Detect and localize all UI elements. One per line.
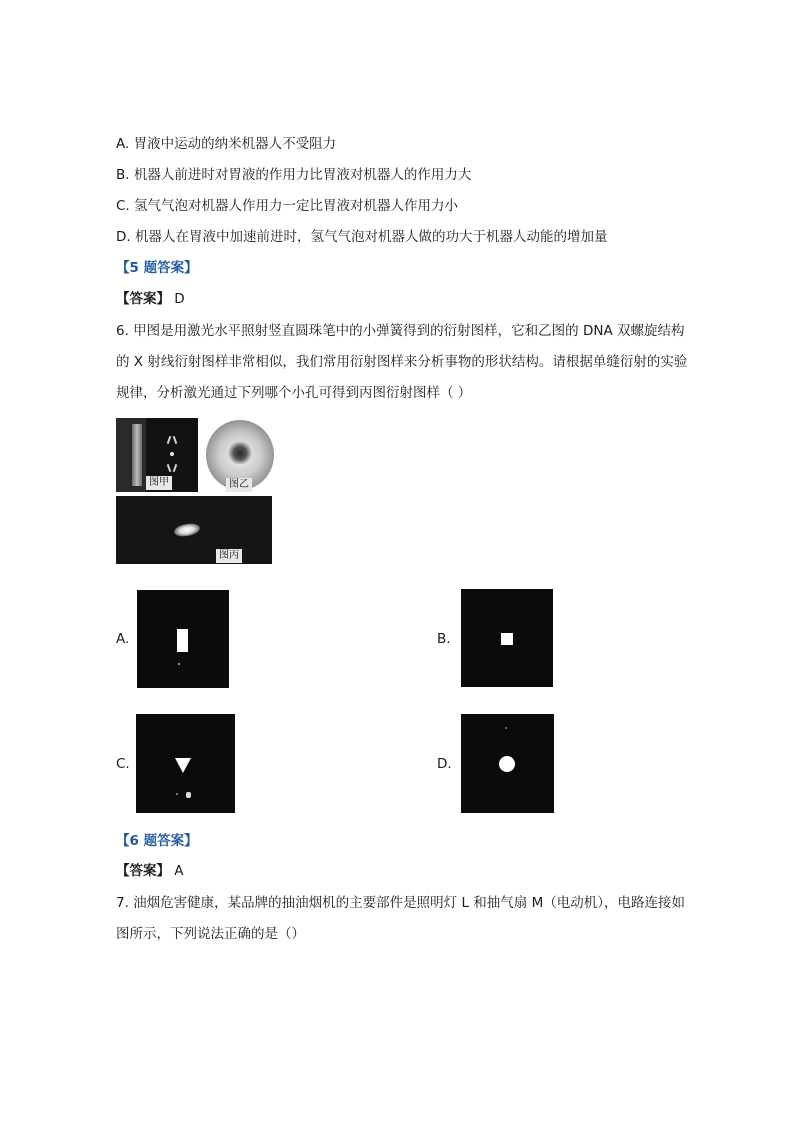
q6-stem-line-3: 规律，分析激光通过下列哪个小孔可得到丙图衍射图样（ ） bbox=[116, 385, 472, 401]
q6-answer-value: A bbox=[174, 863, 184, 879]
circle-hole-shape bbox=[499, 756, 515, 772]
q6-option-b-aperture bbox=[461, 589, 553, 687]
q6-option-b-label: B. bbox=[437, 631, 451, 647]
q5-answer-tag: 【5 题答案】 bbox=[116, 260, 198, 276]
square-hole-shape bbox=[501, 633, 513, 645]
q6-option-d-label: D. bbox=[437, 756, 452, 772]
answer-key-label: 【答案】 bbox=[116, 863, 170, 879]
q6-stem-line-2: 的 X 射线衍射图样非常相似，我们常用衍射图样来分析事物的形状结构。请根据单缝衍射的实验 bbox=[116, 354, 688, 370]
triangle-hole-shape bbox=[175, 758, 191, 773]
answer-key-label: 【答案】 bbox=[116, 291, 170, 307]
figure-bing bbox=[116, 496, 272, 564]
q5-option-d: D. 机器人在胃液中加速前进时，氢气气泡对机器人做的功大于机器人动能的增加量 bbox=[116, 229, 608, 245]
q6-option-a-aperture bbox=[137, 590, 229, 688]
q6-stem-line-1: 6. 甲图是用激光水平照射竖直圆珠笔中的小弹簧得到的衍射图样，它和乙图的 DNA 双螺旋结构 bbox=[116, 323, 685, 339]
q6-option-a-label: A. bbox=[116, 631, 130, 647]
figure-bing-label: 图丙 bbox=[216, 549, 242, 563]
q7-stem-line-2: 图所示，下列说法正确的是（） bbox=[116, 926, 305, 942]
figure-jia bbox=[116, 418, 198, 492]
diffraction-spot bbox=[173, 522, 201, 538]
q6-option-c-aperture bbox=[136, 714, 235, 813]
q6-answer-line bbox=[116, 862, 184, 880]
q7-stem-line-1: 7. 油烟危害健康，某品牌的抽油烟机的主要部件是照明灯 L 和抽气扇 M（电动机），电路连接如 bbox=[116, 895, 685, 911]
q6-option-d-aperture bbox=[461, 714, 554, 813]
q5-option-c: C. 氢气气泡对机器人作用力一定比胃液对机器人作用力小 bbox=[116, 198, 459, 214]
q6-answer-tag: 【6 题答案】 bbox=[116, 833, 198, 849]
q5-answer-value: D bbox=[174, 291, 185, 307]
figure-yi-label: 图乙 bbox=[226, 478, 252, 492]
figure-yi bbox=[202, 418, 276, 492]
figure-jia-label: 图甲 bbox=[146, 476, 172, 490]
rectangle-slit-shape bbox=[177, 629, 188, 652]
q5-option-b: B. 机器人前进时对胃液的作用力比胃液对机器人的作用力大 bbox=[116, 167, 472, 183]
q5-option-a: A. 胃液中运动的纳米机器人不受阻力 bbox=[116, 136, 337, 152]
q6-option-c-label: C. bbox=[116, 756, 130, 772]
q5-answer-line bbox=[116, 290, 185, 308]
pen-spring-photo bbox=[132, 424, 142, 486]
